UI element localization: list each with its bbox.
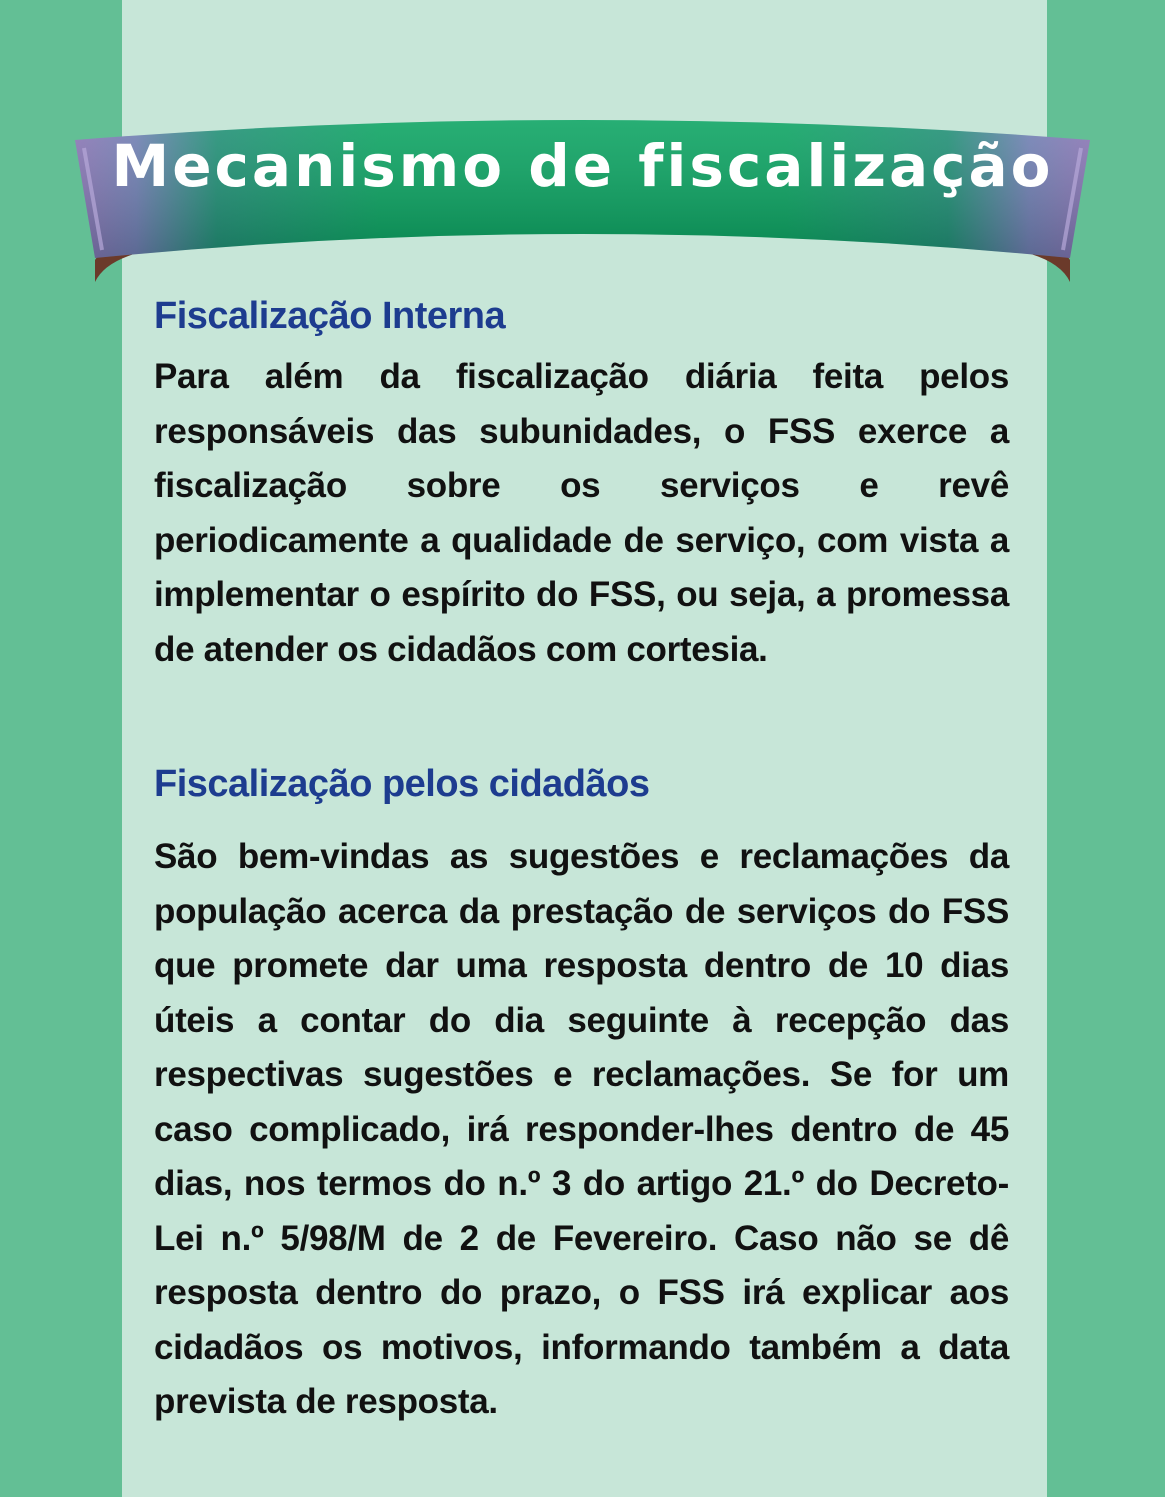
section-body: São bem-vindas as sugestões e reclamações da população acerca da prestação de serviços do FSS que promete dar uma resposta dentro de 10 dias úteis a contar do dia seguinte à recepção das respectivas sugestões e reclamações. Se for um caso complicado, irá responder-lhes dentro de 45 dias, nos termos do n.º 3 do artigo 21.º do Decreto-Lei n.º 5/98/M de 2 de Fevereiro. Caso não se dê resposta dentro do prazo, o FSS irá explicar aos cidadãos os motivos, informando também a data prevista de resposta. (154, 837, 1009, 1421)
section-citizens (154, 760, 1009, 1430)
title-ribbon (70, 100, 1095, 300)
section-internal (154, 292, 1009, 677)
section-heading: Fiscalização pelos cidadãos (154, 763, 650, 805)
section-body: Para além da fiscalização diária feita pelos responsáveis das subunidades, o FSS exerce a fiscalização sobre os serviços e revê periodicamente a qualidade de serviço, com vista a implementar o espírito do FSS, ou seja, a promessa de atender os cidadãos com cortesia. (154, 357, 1009, 669)
section-heading: Fiscalização Interna (154, 295, 506, 337)
page-title: Mecanismo de fiscalização (111, 132, 1054, 200)
